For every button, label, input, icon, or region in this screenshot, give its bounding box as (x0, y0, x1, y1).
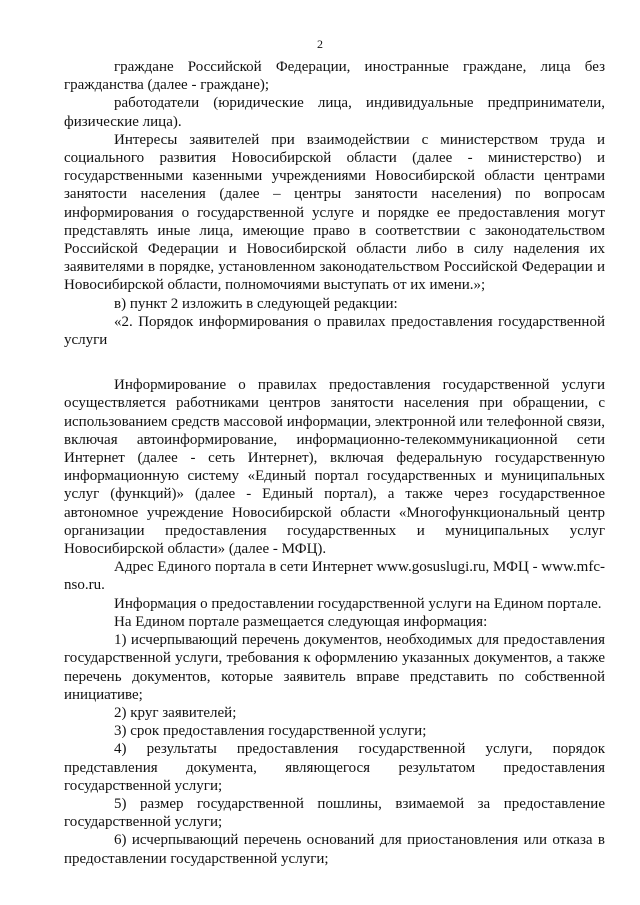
paragraph-amendment-point-2: в) пункт 2 изложить в следующей редакции: (114, 295, 398, 312)
list-item-term: 3) срок предоставления государственной услуги; (114, 723, 427, 740)
section-heading-informing-procedure: «2. Порядок информирования о правилах предоставления государственной услуги (64, 313, 605, 349)
paragraph-applicant-interests: Интересы заявителей при взаимодействии с министерством труда и социального развития Новосибирской области (далее - министерство) и государственными казенными учреждениями Новосибирской области центрами занятости населения (далее – центры занятости населения) по вопросам информирования о государственной услуге и порядке ее предоставления могут представлять иные лица, имеющие право в соответствии с законодательством Российской Федерации и Новосибирской области либо в силу наделения их заявителями в порядке, установленном законодательством Российской Федерации и Новосибирской области, полномочиями выступать от их имени.»; (64, 131, 605, 294)
paragraph-portal-info: Информация о предоставлении государственной услуги на Едином портале. (114, 595, 602, 612)
list-item-refusal-grounds: 6) исчерпывающий перечень оснований для приостановления или отказа в предоставлении государственной услуги; (64, 832, 605, 867)
paragraph-portal-list-intro: На Едином портале размещается следующая информация: (114, 613, 488, 630)
paragraph-citizens: граждане Российской Федерации, иностранные граждане, лица без гражданства (далее - граждане); (64, 59, 605, 94)
paragraph-employers: работодатели (юридические лица, индивидуальные предприниматели, физические лица). (64, 95, 605, 130)
paragraph-informing-channels: Информирование о правилах предоставления государственной услуги осуществляется работниками центров занятости населения при обращении, с использованием средств массовой информации, электронной или телефонной связи, включая автоинформирование, информационно-телекоммуникационной сети Интернет (далее - сеть Интернет), включая федеральную государственную информационную систему «Единый портал государственных и муниципальных услуг (функций)» (далее - Единый портал), а также через государственное автономное учреждение Новосибирской области «Многофункциональный центр организации предоставления государственных и муниципальных услуг Новосибирской области» (далее - МФЦ). (64, 377, 605, 558)
document-body (64, 58, 605, 868)
list-item-results: 4) результаты предоставления государственной услуги, порядок представления документа, являющегося результатом предоставления государственной услуги; (64, 741, 605, 794)
list-item-documents: 1) исчерпывающий перечень документов, необходимых для предоставления государственной услуги, требования к оформлению указанных документов, а также перечень документов, которые заявитель вправе представить по собственной инициативе; (64, 632, 605, 703)
list-item-applicants: 2) круг заявителей; (114, 704, 237, 721)
list-item-state-fee: 5) размер государственной пошлины, взимаемой за предоставление государственной услуги; (64, 795, 605, 831)
page-number: 2 (317, 37, 323, 51)
paragraph-portal-addresses: Адрес Единого портала в сети Интернет www.gosuslugi.ru, МФЦ - www.mfc-nso.ru. (64, 559, 605, 594)
